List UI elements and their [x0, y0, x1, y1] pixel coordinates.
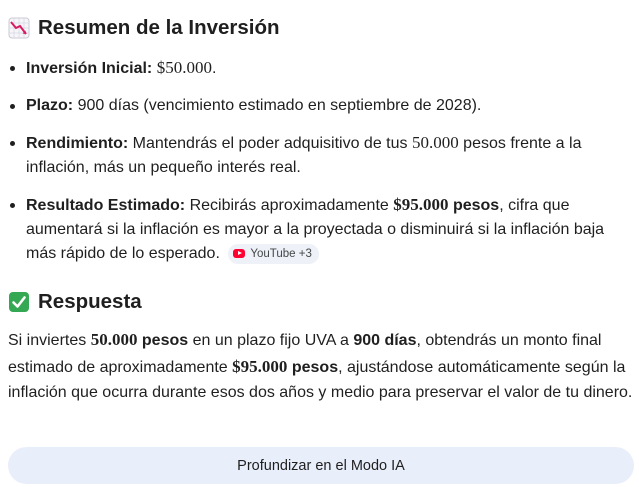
item-label: Resultado Estimado:: [26, 197, 186, 214]
answer-amount: $95.000: [232, 356, 288, 376]
list-item: [0, 193, 625, 266]
list-item: [0, 131, 625, 180]
source-chip[interactable]: [228, 244, 319, 264]
source-chip-label: YouTube +3: [250, 247, 312, 260]
summary-list: [0, 56, 625, 279]
item-text: pesos frente a la inflación, más un pequeño interés real.: [26, 135, 582, 176]
item-label: Inversión Inicial:: [26, 60, 153, 77]
answer-text: en un plazo fijo UVA a: [192, 332, 349, 349]
item-value: $50.000: [156, 58, 212, 77]
item-text: Recibirás aproximadamente: [189, 197, 389, 214]
answer-paragraph: [8, 327, 636, 406]
chart-decreasing-icon: [8, 17, 30, 39]
item-label: Rendimiento:: [26, 135, 129, 152]
answer-text: , ajustándose automáticamente según la inflación que ocurra durante esos dos años y medio para preservar el valor de tu dinero.: [8, 358, 633, 401]
check-mark-icon: [8, 291, 30, 313]
item-label: Plazo:: [26, 97, 74, 114]
answer-bold-word: pesos: [291, 358, 339, 376]
answer-text: Si inviertes: [8, 332, 87, 349]
answer-term: 900 días: [353, 332, 417, 349]
item-text: 900 días (vencimiento estimado en septiembre de 2028).: [77, 97, 482, 114]
item-text: , cifra que aumentará si la inflación es mayor a la proyectada o disminuirá si la inflación baja más rápido de lo esperado.: [26, 197, 605, 262]
list-item: [0, 94, 625, 118]
answer-text: , obtendrás un monto final estimado de aproximadamente: [8, 332, 602, 376]
item-text: Mantendrás el poder adquisitivo de tus: [132, 135, 408, 152]
summary-title: Resumen de la Inversión: [38, 16, 280, 39]
item-text: .: [211, 60, 217, 77]
item-value: 50.000: [411, 133, 459, 152]
item-value: $95.000: [393, 195, 449, 214]
summary-heading: [8, 16, 280, 40]
youtube-icon: [233, 249, 245, 258]
answer-title: Respuesta: [38, 290, 142, 313]
item-bold-word: pesos: [452, 197, 500, 214]
answer-heading: [8, 290, 142, 314]
list-item: [0, 56, 625, 81]
deep-dive-ai-mode-button[interactable]: Profundizar en el Modo IA: [8, 447, 634, 484]
answer-amount: 50.000: [90, 330, 138, 349]
answer-bold-word: pesos: [141, 332, 189, 349]
